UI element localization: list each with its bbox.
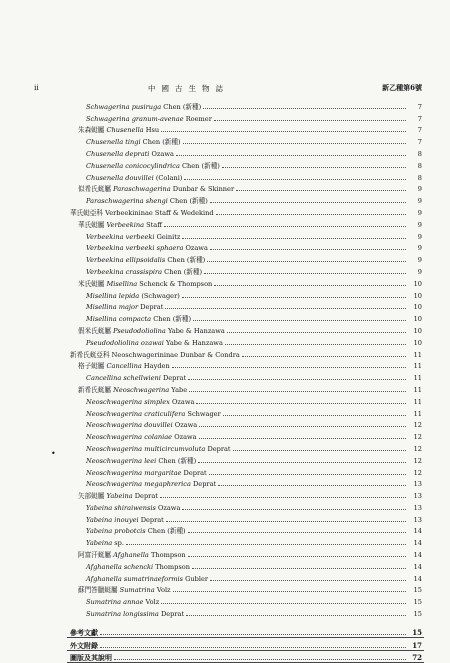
- toc-entry-author: Ozawa: [155, 503, 181, 512]
- toc-entry-author: sp.: [112, 539, 124, 548]
- toc-entry-page: 10: [413, 303, 422, 312]
- toc-entry-taxon: Afghanella: [113, 551, 149, 560]
- toc-entry: [0, 146, 450, 158]
- toc-entry-author: Chen (新種): [167, 197, 208, 206]
- dot-leader: [189, 391, 406, 392]
- dot-leader: [188, 379, 406, 380]
- toc-entry-prefix: 朱森蜓屬: [78, 126, 107, 135]
- toc-entry-author: Thompson: [148, 551, 186, 560]
- toc-entry: [0, 535, 450, 547]
- dot-leader: [176, 155, 406, 156]
- toc-entry-taxon: Neoschwagerina craticulifera: [86, 409, 186, 418]
- toc-entry-page: 13: [413, 492, 422, 501]
- toc-entry-author: Staff: [144, 220, 162, 229]
- toc-entry-taxon: Schwagerina pusiruga: [86, 102, 162, 111]
- header-series: 新乙種第6號: [382, 83, 422, 92]
- toc-entry-page: 14: [413, 527, 422, 536]
- dot-leader: [161, 603, 406, 604]
- toc-entry-author: 新希氏蜓亞科 Neoschwagerininae Dunbar & Condra: [70, 350, 240, 359]
- toc-entry-page: 9: [417, 197, 422, 206]
- toc-entry-author: 華氏蜓亞科 Verbeekininae Staff & Wedekind: [70, 208, 214, 217]
- dot-leader: [223, 415, 406, 416]
- toc-entry-taxon: Verbeekina: [106, 220, 145, 229]
- dot-leader: [182, 297, 406, 298]
- toc-entry: [0, 229, 450, 241]
- header-title: 中國古生物誌: [148, 84, 229, 93]
- toc-entry-taxon: Paraschwagerina shengi: [86, 197, 168, 206]
- toc-entry-label: [78, 221, 164, 229]
- toc-entry-page: 9: [417, 208, 422, 217]
- toc-entry-taxon: Neoschwagerina douvillei: [86, 421, 173, 430]
- dot-leader: [214, 285, 406, 286]
- toc-entry: [0, 418, 450, 430]
- toc-entry: [0, 111, 450, 123]
- toc-entry: [0, 217, 450, 229]
- toc-entry-author: Gubler: [183, 574, 208, 583]
- toc-entry: [0, 182, 450, 194]
- toc-entry-prefix: 假米氏蜓屬: [78, 326, 114, 335]
- dot-leader: [216, 214, 406, 215]
- toc-entry-author: Chen (新種): [151, 315, 192, 324]
- toc-entry-page: 10: [413, 315, 422, 324]
- toc-entry-taxon: Yabeina: [106, 492, 133, 501]
- dot-leader: [196, 403, 406, 404]
- toc-entry-taxon: Neoschwagerina multicircumvoluta: [86, 444, 206, 453]
- toc-entry: [0, 241, 450, 253]
- end-matter-label: 圖版及其說明: [70, 653, 112, 663]
- toc-entry: [0, 359, 450, 371]
- toc-entry-label: [86, 115, 214, 123]
- toc-entry: [0, 606, 450, 618]
- toc-entry-page: 12: [413, 468, 422, 477]
- toc-entry-page: 9: [417, 256, 422, 265]
- toc-entry-taxon: Schwagerina granum-avenae: [86, 114, 184, 123]
- toc-entry: [0, 323, 450, 335]
- dot-leader: [192, 568, 406, 569]
- toc-entry-author: Yabe & Hanzawa: [165, 326, 225, 335]
- toc-entry-label: [86, 457, 198, 465]
- toc-entry-page: 10: [413, 291, 422, 300]
- toc-entry: [0, 205, 450, 217]
- toc-entry-taxon: Chusenella: [106, 126, 144, 135]
- toc-entry-taxon: Paraschwagerina: [113, 185, 171, 194]
- toc-entry-page: 7: [417, 138, 422, 147]
- toc-entry-taxon: Afghanella sumatrinaeformis: [86, 574, 183, 583]
- toc-entry-page: 12: [413, 433, 422, 442]
- toc-entry-author: Chen (新種): [156, 456, 197, 465]
- toc-entry-author: Deprat: [132, 492, 158, 501]
- toc-entry: [0, 311, 450, 323]
- toc-entry-page: 8: [417, 149, 422, 158]
- toc-entry-taxon: Misellina compacta: [86, 315, 152, 324]
- toc-entry: [0, 488, 450, 500]
- toc-entry-author: Dunbar & Skinner: [170, 185, 235, 194]
- toc-entry-taxon: Sumatrina annae: [86, 598, 144, 607]
- toc-entry-taxon: Chusenella douvillei: [86, 173, 154, 182]
- toc-entry-page: 7: [417, 114, 422, 123]
- dot-leader: [160, 497, 406, 498]
- dot-leader: [100, 634, 406, 635]
- toc-entry-author: Chen (新種): [140, 138, 181, 147]
- toc-entry-label: [78, 551, 188, 559]
- dot-leader: [188, 532, 406, 533]
- toc-entry: [0, 453, 450, 465]
- toc-entry-prefix: 米氏蜓屬: [78, 279, 107, 288]
- toc-entry-label: [86, 480, 218, 488]
- toc-entry-author: Deprat: [160, 374, 187, 383]
- toc-entry: [0, 465, 450, 477]
- dot-leader: [218, 485, 406, 486]
- toc-entry-author: Ozawa: [169, 397, 195, 406]
- toc-entry-page: 10: [413, 326, 422, 335]
- toc-entry: [0, 500, 450, 512]
- toc-entry-taxon: Neoschwagerina leei: [86, 456, 157, 465]
- toc-entry: [0, 123, 450, 135]
- dot-leader: [242, 356, 406, 357]
- toc-entry-prefix: 蘇門答臘蜓屬: [78, 586, 120, 595]
- toc-entry: [0, 170, 450, 182]
- toc-entry-prefix: 似希氏蜓屬: [78, 185, 114, 194]
- dot-leader: [126, 544, 406, 545]
- toc-entry-page: 12: [413, 456, 422, 465]
- toc-entry-author: Ozawa: [172, 421, 198, 430]
- toc-entry-label: [86, 162, 222, 170]
- toc-entry-author: Deprat: [138, 303, 164, 312]
- dot-leader: [210, 249, 406, 250]
- toc-entry: [0, 193, 450, 205]
- toc-entry-author: Chen (新種): [145, 527, 186, 536]
- toc-entry-page: 12: [413, 421, 422, 430]
- toc-entry-prefix: 新希氏蜓屬: [78, 385, 114, 394]
- toc-entry-taxon: Sumatrina longissima: [86, 610, 159, 619]
- end-matter-page: 72: [412, 653, 422, 663]
- toc-entry-label: [86, 433, 199, 441]
- dot-leader: [193, 320, 406, 321]
- toc-entry-page: 10: [413, 338, 422, 347]
- toc-entry: [0, 441, 450, 453]
- toc-entry-author: Deprat: [181, 468, 207, 477]
- dot-leader: [100, 647, 406, 648]
- toc-entry-label: [86, 374, 188, 382]
- toc-entry-label: [86, 527, 188, 535]
- toc-entry-taxon: Cancellina schellwieni: [86, 374, 161, 383]
- toc-entry-label: [86, 516, 166, 524]
- toc-entry-page: 7: [417, 126, 422, 135]
- toc-entry-author: Chen (新種): [161, 102, 202, 111]
- toc-entry: [0, 406, 450, 418]
- dot-leader: [203, 108, 406, 109]
- dot-leader: [199, 438, 406, 439]
- end-matter-label: 參考文獻: [70, 627, 98, 637]
- toc-entry-author: Chen (新種): [165, 256, 206, 265]
- end-matter-page: 17: [412, 640, 422, 650]
- toc-entry: [0, 583, 450, 595]
- toc-entry-label: [86, 268, 204, 276]
- toc-entry-label: [78, 126, 161, 134]
- end-matter-page: 15: [412, 627, 422, 637]
- toc-entry-prefix: 華氏蜓屬: [78, 220, 107, 229]
- toc-entry-label: [86, 256, 207, 264]
- toc-entry-page: 14: [413, 574, 422, 583]
- toc-entry-taxon: Neoschwagerina simplex: [86, 397, 170, 406]
- toc-entry: [0, 394, 450, 406]
- toc-entry-label: [86, 539, 126, 547]
- dot-leader: [166, 521, 406, 522]
- toc-entry-page: 11: [413, 409, 422, 418]
- toc-entry-label: [86, 292, 182, 300]
- dot-leader: [236, 190, 406, 191]
- toc-entry-label: [78, 362, 172, 370]
- toc-entry-author: Deprat: [138, 515, 164, 524]
- toc-entry-label: [86, 303, 165, 311]
- toc-entry: [0, 594, 450, 606]
- toc-entry-label: [86, 563, 192, 571]
- toc-entry-label: [78, 492, 160, 500]
- dot-leader: [210, 580, 406, 581]
- toc-entry-label: [86, 504, 182, 512]
- dot-leader: [184, 179, 406, 180]
- toc-entry-page: 13: [413, 515, 422, 524]
- toc-entry-label: [86, 421, 199, 429]
- toc-entry-label: [78, 280, 214, 288]
- end-matter-entry: [0, 638, 450, 650]
- toc-entry-taxon: Chusenella deprati: [86, 149, 150, 158]
- toc-entry-taxon: Yabeina shiraiwensis: [86, 503, 156, 512]
- toc-entry: [0, 524, 450, 536]
- toc-entry-author: Geinitz: [154, 232, 181, 241]
- toc-entry-taxon: Verbeekina verbeeki sphaera: [86, 244, 184, 253]
- toc-entry-taxon: Verbeekina crassispira: [86, 267, 163, 276]
- toc-entry-label: [86, 445, 233, 453]
- dot-leader: [207, 261, 406, 262]
- end-matter-label: 外文附錄: [70, 640, 98, 650]
- toc-entry: [0, 347, 450, 359]
- toc-entry-author: Deprat: [158, 610, 185, 619]
- dot-leader: [165, 308, 406, 309]
- dot-leader: [164, 226, 406, 227]
- toc-entry-label: [86, 598, 161, 606]
- toc-entry-author: Hsu: [143, 126, 160, 135]
- toc-entry-label: [86, 610, 186, 618]
- toc-entry-label: [86, 469, 209, 477]
- toc-entry-taxon: Afghanella schencki: [86, 562, 154, 571]
- toc-entry-label: [78, 386, 189, 394]
- toc-entry-label: [78, 185, 236, 193]
- toc-entry-taxon: Neoschwagerina: [113, 385, 170, 394]
- toc-entry-label: [86, 103, 203, 111]
- toc-entry-author: Roemer: [183, 114, 212, 123]
- toc-entry-page: 15: [413, 610, 422, 619]
- toc-entry-taxon: Yabeina inouyei: [86, 515, 139, 524]
- toc-entry-label: [86, 150, 176, 158]
- toc-entry: [0, 559, 450, 571]
- toc-entry-prefix: 格子蜓屬: [78, 362, 107, 371]
- toc-entry-page: 12: [413, 444, 422, 453]
- dot-leader: [173, 591, 406, 592]
- toc-entry-taxon: Pseudodoliolina: [113, 326, 166, 335]
- toc-entry-label: [86, 244, 210, 252]
- toc-entry-prefix: 矢部蜓屬: [78, 492, 107, 501]
- toc-entry-label: [86, 138, 183, 146]
- dot-leader: [210, 202, 406, 203]
- toc-entry-author: Thompson: [153, 562, 190, 571]
- toc-entry: [0, 300, 450, 312]
- toc-entry-page: 8: [417, 173, 422, 182]
- dot-leader: [225, 344, 406, 345]
- toc-entry-label: [86, 174, 184, 182]
- toc-entry: [0, 429, 450, 441]
- toc-entry: [0, 99, 450, 111]
- dot-leader: [188, 556, 406, 557]
- toc-entry-author: Volz: [143, 598, 160, 607]
- toc-entry: [0, 288, 450, 300]
- toc-entry-author: Deprat: [205, 444, 231, 453]
- toc-entry-author: (Colani): [153, 173, 183, 182]
- toc-entry-author: Volz: [154, 586, 171, 595]
- toc-entry: [0, 134, 450, 146]
- toc-entry-taxon: Cancellina: [106, 362, 142, 371]
- toc-entry-page: 10: [413, 279, 422, 288]
- toc-entry-page: 14: [413, 551, 422, 560]
- toc-entry-author: (Schwager): [139, 291, 180, 300]
- dot-leader: [199, 426, 406, 427]
- running-header: [0, 83, 450, 93]
- toc-entry-page: 13: [413, 480, 422, 489]
- dot-leader: [227, 332, 406, 333]
- dot-leader: [182, 509, 406, 510]
- toc-entry: [0, 477, 450, 489]
- toc-entry-author: Yabe: [169, 385, 188, 394]
- toc-entry-prefix: 阿富汗蜓屬: [78, 551, 114, 560]
- toc-entry-taxon: Neoschwagerina margaritae: [86, 468, 182, 477]
- toc-entry-page: 14: [413, 539, 422, 548]
- toc-entry-label: [86, 233, 182, 241]
- toc-entry-author: Schenck & Thompson: [137, 279, 213, 288]
- toc-entry: [0, 547, 450, 559]
- toc-entry-label: [70, 351, 242, 359]
- toc-entry-page: 9: [417, 267, 422, 276]
- toc-entry-page: 15: [413, 586, 422, 595]
- toc-entry-label: [86, 339, 225, 347]
- toc-entry-label: [86, 315, 193, 323]
- toc-entry-taxon: Misellina major: [86, 303, 139, 312]
- margin-dot: •: [51, 449, 56, 458]
- toc-entry-label: [86, 410, 223, 418]
- toc-entry: [0, 571, 450, 583]
- toc-entry-author: Ozawa: [172, 433, 197, 442]
- toc-entry-author: Deprat: [190, 480, 217, 489]
- toc-entry-page: 7: [417, 102, 422, 111]
- toc-entry-author: Chen (新種): [162, 267, 203, 276]
- toc-entry-taxon: Misellina lepida: [86, 291, 140, 300]
- toc-entry: [0, 276, 450, 288]
- toc-entry-author: Schwager: [185, 409, 221, 418]
- dot-leader: [214, 120, 406, 121]
- dot-leader: [183, 143, 406, 144]
- toc-entry-page: 9: [417, 244, 422, 253]
- toc-entry-page: 15: [413, 598, 422, 607]
- toc-entry-page: 11: [413, 350, 422, 359]
- dot-leader: [114, 659, 406, 660]
- dot-leader: [209, 474, 406, 475]
- toc-entry-taxon: Verbeekina verbeeki: [86, 232, 155, 241]
- toc-entry-page: 9: [417, 220, 422, 229]
- toc-entry: [0, 382, 450, 394]
- toc-entry-taxon: Neoschwagerina colaniae: [86, 433, 173, 442]
- toc-entry-label: [70, 209, 216, 217]
- toc-entry-page: 11: [413, 385, 422, 394]
- toc-entry-page: 13: [413, 503, 422, 512]
- toc-entry-taxon: Yabeina: [86, 539, 113, 548]
- dot-leader: [198, 462, 406, 463]
- toc-entry-taxon: Sumatrina: [119, 586, 155, 595]
- toc-entry-taxon: Pseudodoliolina ozawai: [86, 338, 164, 347]
- toc-entry: [0, 370, 450, 382]
- end-matter-entry: [0, 625, 450, 637]
- dot-leader: [172, 367, 406, 368]
- dot-leader: [222, 167, 406, 168]
- dot-leader: [161, 131, 406, 132]
- toc-entry-author: Yabe & Hanzawa: [163, 338, 223, 347]
- toc-entry-page: 11: [413, 362, 422, 371]
- dot-leader: [204, 273, 406, 274]
- toc-entry-taxon: Misellina: [106, 279, 138, 288]
- toc-entry-author: Chen (新種): [179, 161, 220, 170]
- header-page-number: ii: [34, 83, 39, 92]
- toc-entry-page: 8: [417, 161, 422, 170]
- toc-entry-label: [78, 586, 173, 594]
- toc-entry-label: [78, 327, 227, 335]
- toc-entry-page: 14: [413, 562, 422, 571]
- toc-entry-author: Ozawa: [149, 149, 174, 158]
- toc-entry: [0, 158, 450, 170]
- toc-entry-taxon: Yabeina probotcis: [86, 527, 146, 536]
- toc-entry-author: Ozawa: [183, 244, 208, 253]
- toc-entry-page: 11: [413, 397, 422, 406]
- table-of-contents: [0, 99, 450, 663]
- toc-entry-label: [86, 575, 210, 583]
- dot-leader: [233, 450, 406, 451]
- toc-entry-taxon: Chusenella tingi: [86, 138, 141, 147]
- toc-entry-taxon: Neoschwagerina megaphrerica: [86, 480, 191, 489]
- toc-entry: [0, 264, 450, 276]
- toc-entry-label: [86, 197, 210, 205]
- spacer: [0, 618, 450, 625]
- toc-entry-label: [86, 398, 196, 406]
- toc-entry: [0, 512, 450, 524]
- toc-entry-page: 11: [413, 374, 422, 383]
- toc-entry: [0, 335, 450, 347]
- toc-entry-page: 9: [417, 185, 422, 194]
- toc-entry-taxon: Chusenella conicocylindrica: [86, 161, 180, 170]
- toc-entry: [0, 252, 450, 264]
- toc-entry-author: Hayden: [141, 362, 170, 371]
- toc-entry-taxon: Verbeekina ellipsoidalis: [86, 256, 166, 265]
- toc-entry-page: 9: [417, 232, 422, 241]
- dot-leader: [186, 615, 406, 616]
- dot-leader: [182, 238, 406, 239]
